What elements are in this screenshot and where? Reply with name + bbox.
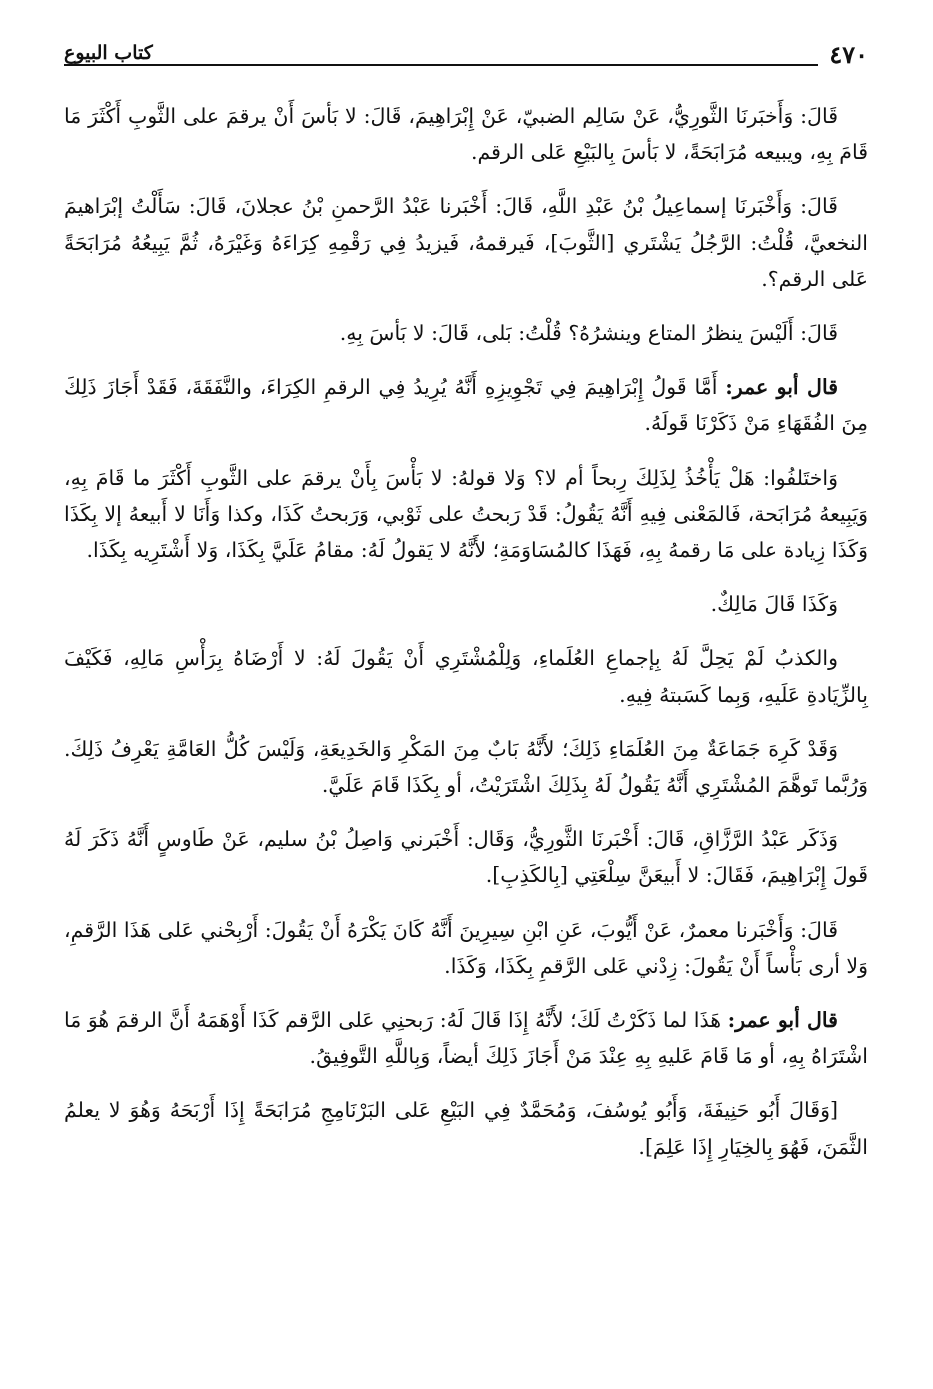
paragraph: [وَقَالَ أَبُو حَنِيفَةَ، وَأَبُو يُوسُفَ، وَمُحَمَّدٌ فِي البَيْعِ عَلى البَرْنَامِجِ مُرَابَحَةً إِذَا أَرْبَحَهُ وَهُوَ لا يعلمُ الثَّمَنَ، فَهُوَ بِالخِيَارِ إِذَا عَلِمَ]. bbox=[64, 1098, 868, 1159]
paragraph: قَالَ: وَأَخْبَرنا معمرٌ، عَنْ أَيُّوبَ، عَنِ ابْنِ سِيرِينَ أَنَّهُ كَانَ يَكْرَهُ أَنْ يَقُولَ: أَرْبِحْني عَلى هَذَا الرَّقمِ، وَلا أرى بَأْساً أَنْ يَقُولَ: زِدْني عَلى الرَّقمِ بِكَذَا، وَكَذَا. bbox=[64, 917, 868, 978]
page-number: ٤٧٠ bbox=[829, 40, 868, 69]
body-text bbox=[64, 98, 868, 1183]
paragraph: وَاختَلفُوا: هَلْ يَأْخُذُ لِذَلِكَ رِبحاً أم لا؟ وَلا قولهُ: لا بَأْسَ بِأَنْ يرقمَ على الثَّوبِ أَكْثَرَ ما قَامَ بِهِ، وَيَبِيعهُ مُرَابَحة، فَالمَعْنى فِيهِ أَنَّهُ يَقُولُ: قَدْ رَبحتُ على ثَوْبي، وَرَبحتُ كَذَا، وكذا وَأَنَا لا أَبيعهُ إلا بِكَذَا وَكَذَا زِيادة على مَا رقمهُ بِهِ، فَهَذَا كالمُسَاوَمَةِ؛ لأَنَّهُ لا يَقولُ لَهُ: مقامُ عَلَيَّ بِكَذَا، وَلا أَشْتَرِيه بِكَذَا. bbox=[64, 465, 868, 563]
paragraph: قال أبو عمر: هَذَا لما ذَكَرْتُ لَكَ؛ لأَنَّهُ إِذَا قَالَ لَهُ: رَبحنِي عَلى الرَّقم كَذَا أَوْهَمَهُ أَنَّ الرقمَ هُوَ مَا اشْتَرَاهُ بِهِ، أو مَا قَامَ عَليهِ بِهِ عِنْدَ مَنْ أَجَازَ ذَلِكَ أيضاً، وَبِاللَّهِ التَّوفِيقُ. bbox=[64, 1008, 868, 1069]
paragraph: وَقَدْ كَرِهَ جَمَاعَةٌ مِنَ العُلَمَاءِ ذَلِكَ؛ لأَنَّهُ بَابٌ مِنَ المَكْرِ وَالخَدِيعَةِ، وَلَيْسَ كُلُّ العَامَّةِ يَعْرِفُ ذَلِكَ. وَرُبَّما تَوهَّمَ المُشْتَرِي أَنَّهُ يَقُولُ لَهُ بِذَلِكَ اشْتَرَيْتُ، أو بِكَذَا قَامَ عَلَيَّ. bbox=[64, 736, 868, 798]
header-rule bbox=[64, 64, 818, 66]
running-title: كتاب البيوع bbox=[64, 42, 153, 64]
page-header bbox=[64, 36, 868, 72]
paragraph: والكذبُ لَمْ يَحِلَّ لَهُ بِإجماعِ العُلَماءِ، وَلِلْمُشْتَرِي أَنْ يَقُولَ لَهُ: لا أَرْضَاهُ بِرَأْسِ مَالِهِ، فَكَيْفَ بِالزِّيَادةِ عَلَيهِ، وَبِما كَسَبتهُ فِيهِ. bbox=[64, 646, 868, 707]
paragraph: وَكَذَا قَالَ مَالِكٌ. bbox=[710, 592, 838, 617]
paragraph: قَالَ: أَلَيْسَ ينظرُ المتاع وينشرُهُ؟ قُلْتُ: بَلى، قَالَ: لا بَأسَ بِهِ. bbox=[339, 321, 838, 346]
paragraph: قَالَ: وَأَخبَرنَا الثَّورِيُّ، عَنْ سَالِم الضبيّ، عَنْ إِبْرَاهِيمَ، قَالَ: لا بَأسَ أَنْ يرقمَ على الثَّوبِ أَكْثَرَ مَا قَامَ بِهِ، ويبيعه مُرَابَحَةً، لا بَأسَ بِالبَيْعِ عَلى الرقم. bbox=[64, 104, 868, 165]
paragraph: قال أبو عمر: أَمَّا قَولُ إِبْرَاهِيمَ فِي تَجْوِيزِهِ أَنَّهُ يُرِيدُ فِي الرقمِ الكِرَاءَ، والنَّفَقَةَ، فَقَدْ أَجَازَ ذَلِكَ مِنَ الفُقَهَاءِ مَنْ ذَكَرْنَا قَولَهُ. bbox=[64, 375, 868, 436]
speaker-label: قال أبو عمر: bbox=[727, 1008, 838, 1033]
paragraph: قَالَ: وَأَخْبَرنَا إسماعِيلُ بْنُ عَبْدِ اللَّهِ، قَالَ: أَخْبَرنا عَبْدُ الرَّحمنِ بْنُ عجلانَ، قَالَ: سَأَلْتُ إبْرَاهيمَ النخعيَّ، قُلْتُ: الرَّجُلُ يَشْتَري [الثَّوبَ]، فَيرقمهُ، فَيزيدُ فِي رَقْمِهِ كِرَاءَهُ وَغَيْرَهُ، ثُمَّ يَبِيعُهُ مُرَابَحَةً عَلى الرقم؟. bbox=[64, 194, 868, 291]
speaker-label: قال أبو عمر: bbox=[725, 375, 838, 400]
paragraph: وَذَكَر عَبْدُ الرَّزَّاقِ، قَالَ: أَخْبَرنَا الثَّورِيُّ، وَقَال: أَخْبَرني وَاصِلُ بْنُ سليم، عَنْ طَاوسٍ أَنَّهُ ذَكَرَ لَهُ قَولَ إِبْرَاهِيمَ، فَقَالَ: لا أَبيعَنَّ سِلْعَتِي [بِالكَذِبِ]. bbox=[64, 827, 868, 888]
